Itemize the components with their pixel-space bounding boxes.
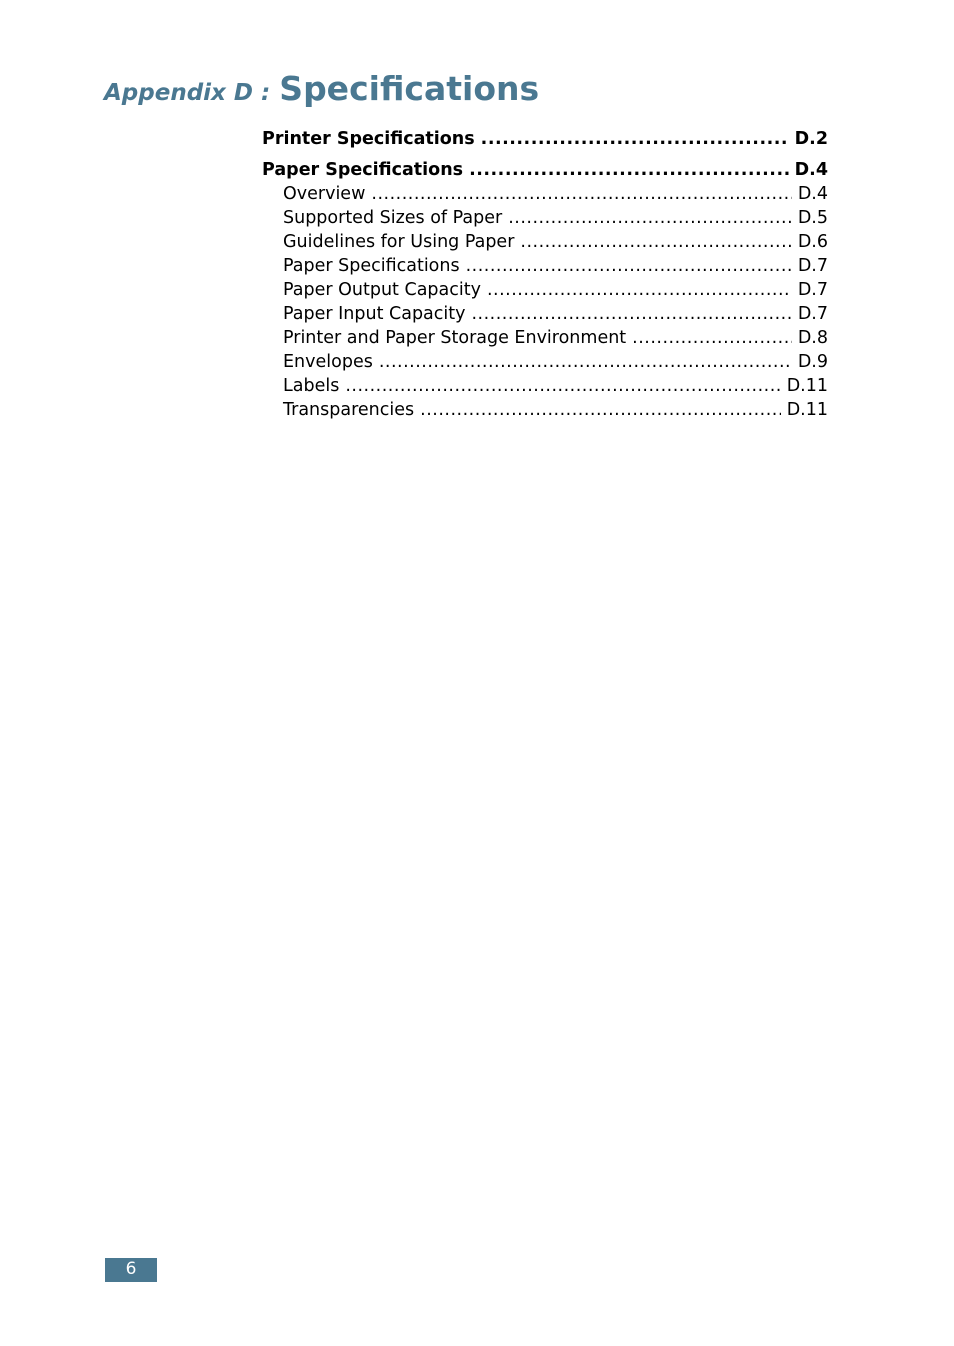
- toc-entry-page: D.8: [797, 328, 828, 348]
- toc-dot-leader: [471, 302, 791, 326]
- toc-entry-transparencies[interactable]: [262, 398, 828, 422]
- toc-entry-paper-specs-sub[interactable]: [262, 254, 828, 278]
- toc-entry-label: Paper Output Capacity: [283, 280, 481, 300]
- toc-entry-label: Labels: [283, 376, 340, 396]
- toc-entry-label: Printer Specifications: [262, 129, 475, 149]
- toc-entry-page: D.7: [797, 256, 828, 276]
- toc-dot-leader: [379, 350, 792, 374]
- toc-entry-label: Paper Input Capacity: [283, 304, 466, 324]
- table-of-contents: [262, 127, 828, 422]
- toc-entry-input-capacity[interactable]: [262, 302, 828, 326]
- page-title: Specifications: [279, 69, 540, 108]
- toc-entry-page: D.5: [797, 208, 828, 228]
- page-number: 6: [105, 1258, 157, 1282]
- toc-dot-leader: [420, 398, 781, 422]
- toc-dot-leader: [632, 326, 792, 350]
- toc-entry-page: D.7: [797, 304, 828, 324]
- page-heading: [104, 69, 540, 108]
- toc-entry-label: Guidelines for Using Paper: [283, 232, 515, 252]
- toc-entry-paper-specifications[interactable]: [262, 158, 828, 182]
- toc-entry-label: Envelopes: [283, 352, 373, 372]
- toc-entry-label: Paper Specifications: [283, 256, 460, 276]
- toc-entry-page: D.7: [797, 280, 828, 300]
- toc-entry-page: D.9: [797, 352, 828, 372]
- toc-dot-leader: [371, 182, 791, 206]
- toc-entry-guidelines[interactable]: [262, 230, 828, 254]
- toc-dot-leader: [508, 206, 792, 230]
- toc-entry-page: D.4: [794, 160, 828, 180]
- toc-dot-leader: [345, 374, 780, 398]
- toc-entry-page: D.11: [786, 400, 828, 420]
- toc-entry-page: D.6: [797, 232, 828, 252]
- toc-entry-printer-specifications[interactable]: [262, 127, 828, 151]
- toc-entry-label: Overview: [283, 184, 366, 204]
- toc-dot-leader: [481, 127, 789, 151]
- toc-dot-leader: [469, 158, 789, 182]
- toc-entry-overview[interactable]: [262, 182, 828, 206]
- toc-entry-label: Supported Sizes of Paper: [283, 208, 503, 228]
- appendix-label: Appendix D :: [104, 80, 271, 106]
- toc-entry-envelopes[interactable]: [262, 350, 828, 374]
- toc-entry-supported-sizes[interactable]: [262, 206, 828, 230]
- toc-dot-leader: [520, 230, 791, 254]
- toc-dot-leader: [487, 278, 792, 302]
- toc-entry-page: D.4: [797, 184, 828, 204]
- toc-entry-label: Printer and Paper Storage Environment: [283, 328, 627, 348]
- toc-entry-page: D.11: [786, 376, 828, 396]
- toc-entry-labels[interactable]: [262, 374, 828, 398]
- toc-dot-leader: [466, 254, 792, 278]
- toc-entry-page: D.2: [794, 129, 828, 149]
- toc-entry-storage-environment[interactable]: [262, 326, 828, 350]
- toc-entry-label: Transparencies: [283, 400, 415, 420]
- toc-entry-label: Paper Specifications: [262, 160, 464, 180]
- toc-entry-output-capacity[interactable]: [262, 278, 828, 302]
